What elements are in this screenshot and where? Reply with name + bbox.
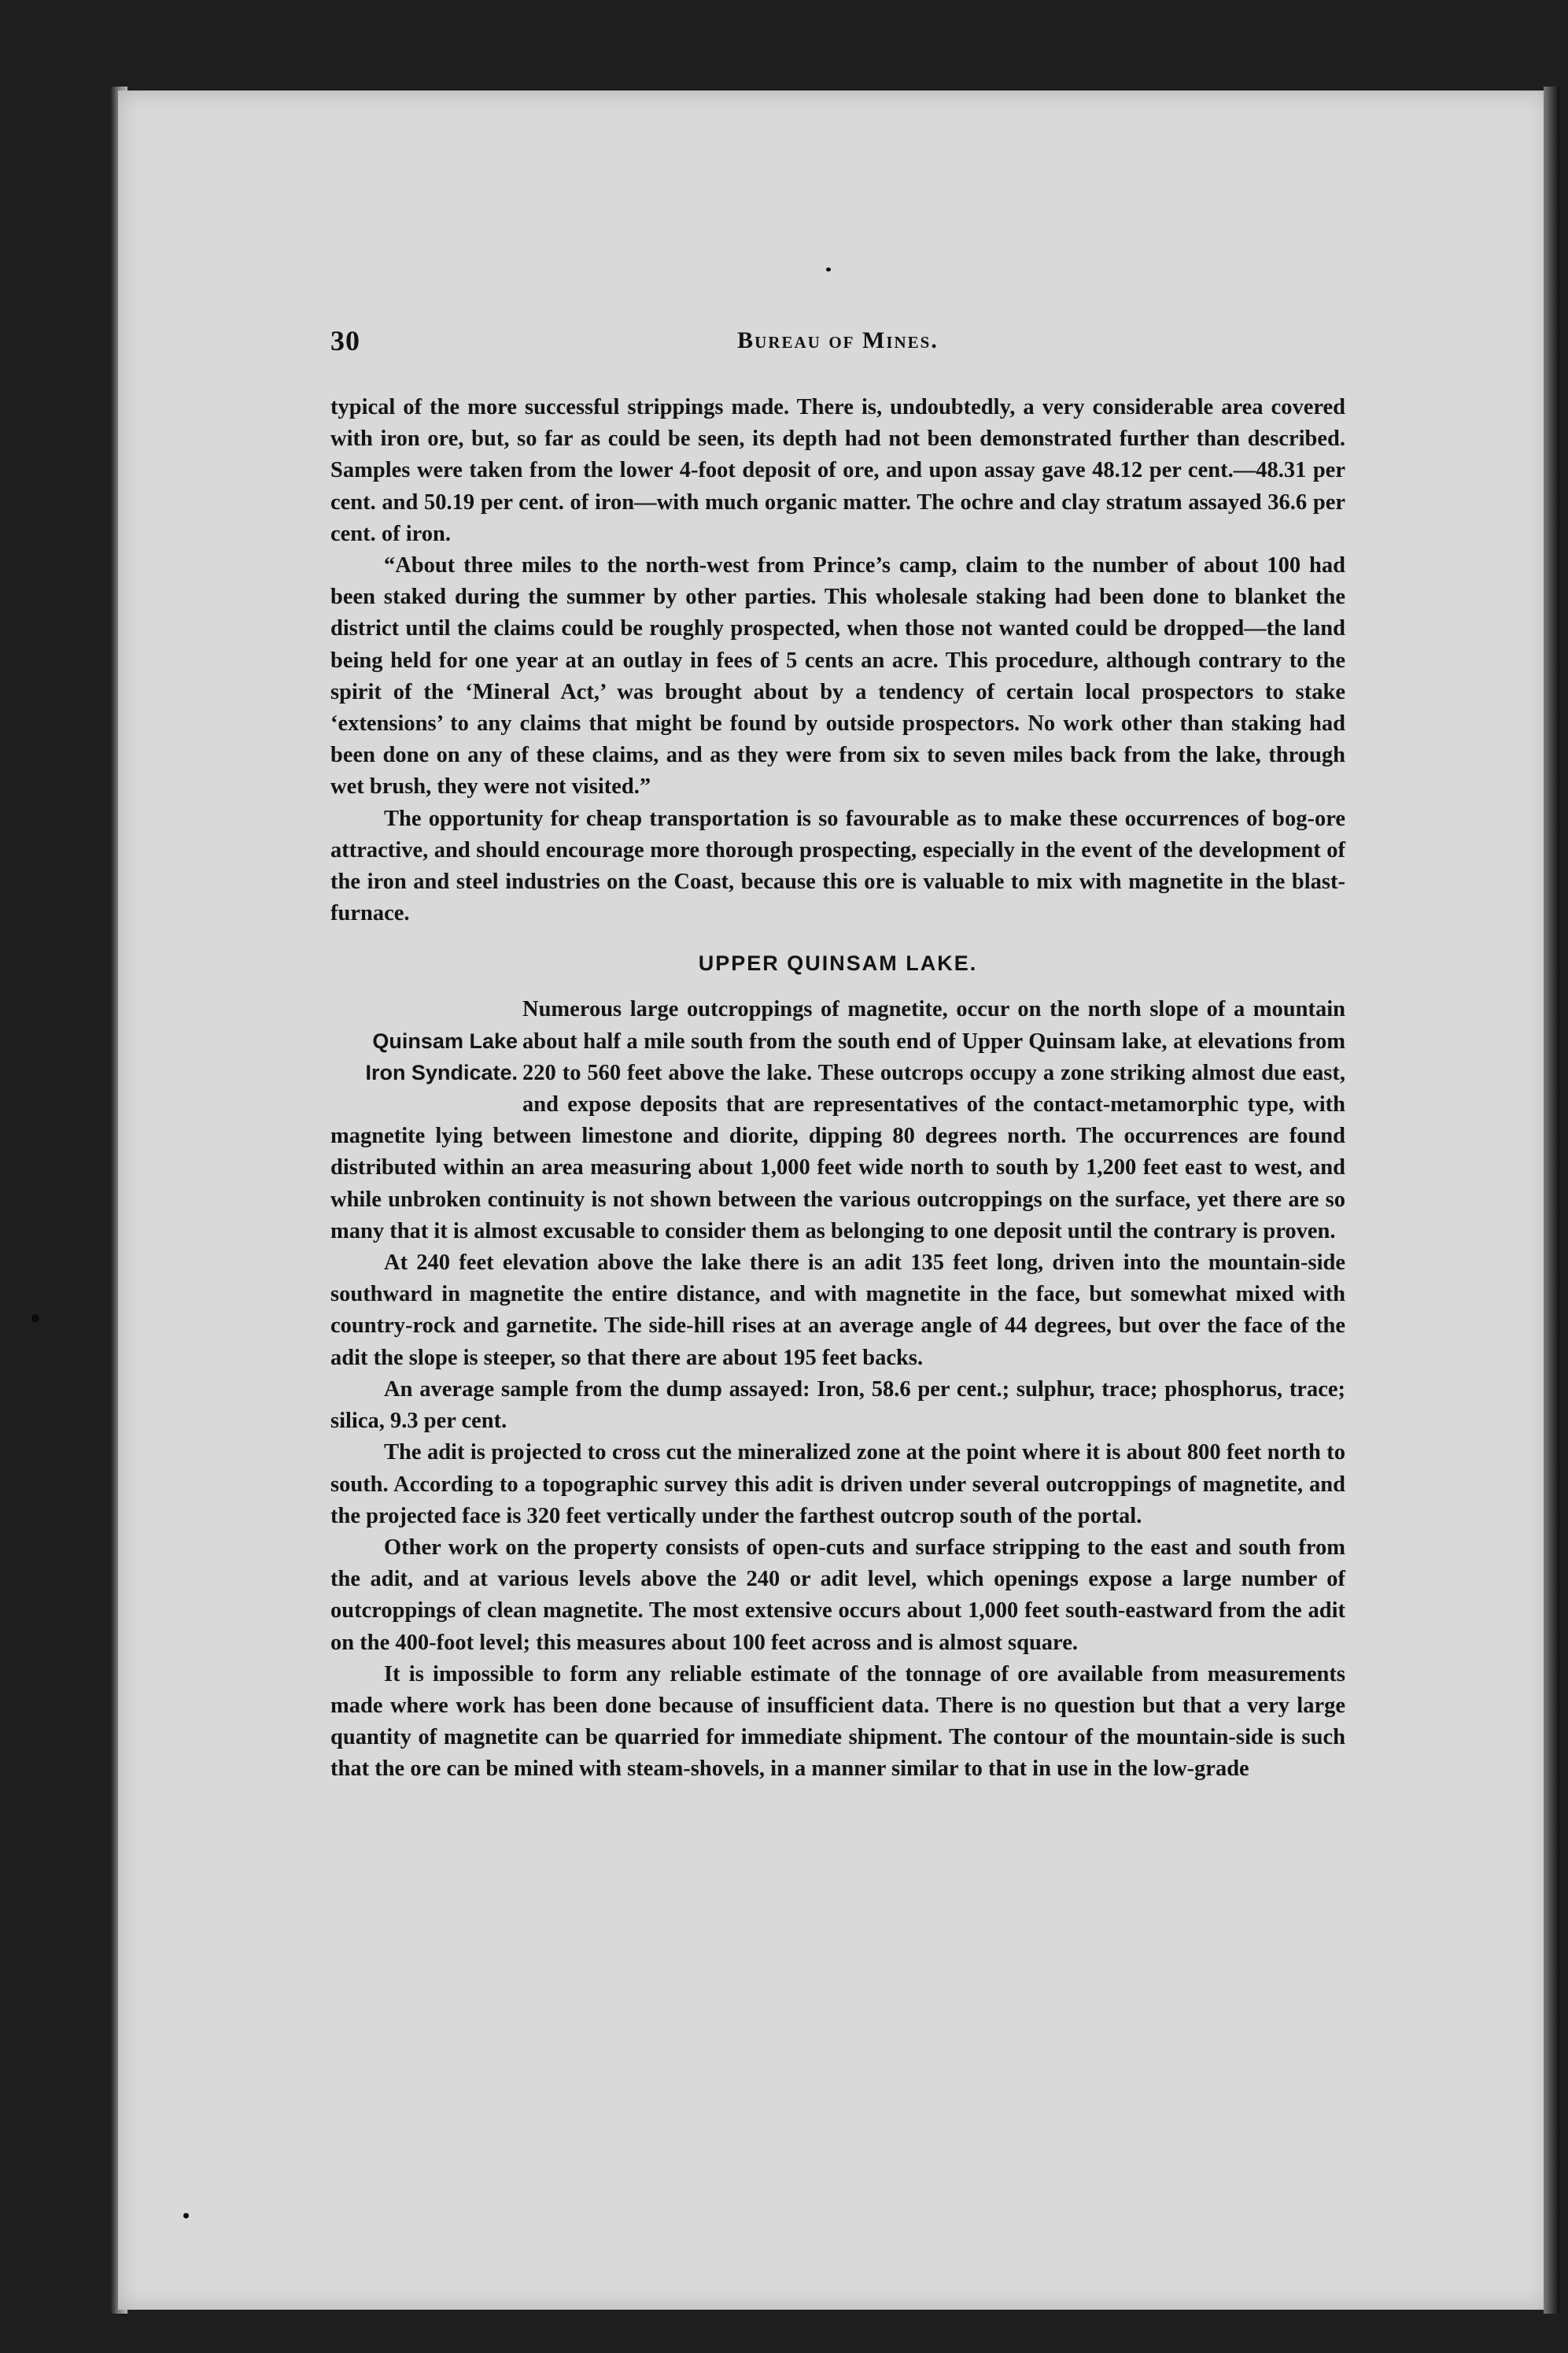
scan-speck [31, 1314, 39, 1322]
paragraph: typical of the more successful strippings made. There is, undoubtedly, a very considerable area covered with iron ore, but, so far as could be seen, its depth had not been demonstrated further than described. Samples were taken from the lower 4-foot deposit of ore, and upon assay gave 48.12 per cent.—48.31 per cent. and 50.19 per cent. of iron—with much organic matter. The ochre and clay stratum assayed 36.6 per cent. of iron. [330, 395, 1345, 546]
paragraph: An average sample from the dump assayed: Iron, 58.6 per cent.; sulphur, trace; phosphorus, trace; silica, 9.3 per cent. [330, 1376, 1345, 1434]
margin-note [297, 994, 518, 1090]
margin-note-line: Iron Syndicate. [365, 1061, 518, 1085]
paragraph: The opportunity for cheap transportation is so favourable as to make these occurrences of bog-ore attractive, and should encourage more thorough prospecting, especially in the event of the development of the iron and steel industries on the Coast, because this ore is valuable to mix with magnetite in the blast-furnace. [330, 806, 1345, 926]
page-right-edge [1544, 87, 1559, 2314]
page-number: 30 [330, 325, 360, 356]
section-heading: UPPER QUINSAM LAKE. [698, 951, 978, 976]
paragraph: “About three miles to the north-west from Prince’s camp, claim to the number of about 100 had been staked during the summer by other parties. This wholesale staking had been done to blanket the district until the claims could be roughly prospected, when those not wanted could be dropped—the land being held for one year at an outlay in fees of 5 cents an acre. This procedure, although contrary to the spirit of the ‘Mineral Act,’ was brought about by a tendency of certain local prospectors to stake ‘extensions’ to any claims that might be found by outside prospectors. No work other than staking had been done on any of these claims, and as they were from six to seven miles back from the lake, through wet brush, they were not visited.” [330, 553, 1345, 800]
paragraph: Other work on the property consists of open-cuts and surface stripping to the east and south from the adit, and at various levels above the 240 or adit level, which openings expose a large number of outcroppings of clean magnetite. The most extensive occurs about 1,000 feet south-eastward from the adit on the 400-foot level; this measures about 100 feet across and is almost square. [330, 1535, 1345, 1655]
paragraph: It is impossible to form any reliable estimate of the tonnage of ore available from measurements made where work has been done because of insufficient data. There is no question but that a very large quantity of magnetite can be quarried for immediate shipment. The contour of the mountain-side is such that the ore can be mined with steam-shovels, in a manner similar to that in use in the low-grade [330, 1661, 1345, 1782]
page-header [330, 324, 1345, 364]
paragraph: At 240 feet elevation above the lake there is an adit 135 feet long, driven into the mountain-side southward in magnetite the entire distance, and with magnetite in the face, but somewhat mixed with country-rock and garnetite. The side-hill rises at an average angle of 44 degrees, but over the face of the adit the slope is steeper, so that there are about 195 feet backs. [330, 1250, 1345, 1370]
scan-speck [826, 268, 831, 272]
margin-note-line: Quinsam Lake [372, 1029, 518, 1054]
scan-speck [183, 2213, 189, 2218]
paragraph-with-margin-note [330, 994, 1345, 1247]
running-head: Bureau of Mines. [737, 327, 939, 353]
paragraph-text: Numerous large outcroppings of magnetite, occur on the north slope of a mountain about half a mile south from the south end of Upper Quinsam lake, at elevations from 220 to 560 feet above the lake. These outcrops occupy a zone striking almost due east, and expose deposits that are representatives of the contact-metamorphic type, with magnetite lying between limestone and diorite, dipping 80 degrees north. The occurrences are found distributed within an area measuring about 1,000 feet wide north to south by 1,200 feet east to west, and while unbroken continuity is not shown between the various outcroppings on the surface, yet there are so many that it is almost excusable to consider them as belonging to one deposit until the contrary is proven. [330, 997, 1345, 1243]
paragraph: The adit is projected to cross cut the mineralized zone at the point where it is about 800 feet north to south. According to a topographic survey this adit is driven under several outcroppings of magnetite, and the projected face is 320 feet vertically under the farthest outcrop south of the portal. [330, 1440, 1345, 1528]
body-text [330, 392, 1345, 1786]
